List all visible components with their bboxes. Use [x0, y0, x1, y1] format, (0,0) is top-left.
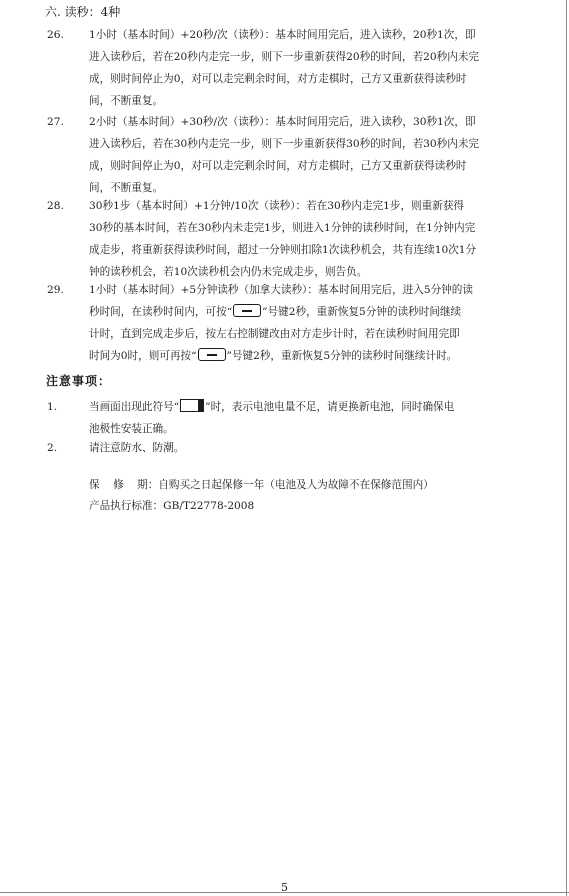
section-heading: 六. 读秒：4种: [45, 5, 121, 19]
page-number: 5: [281, 881, 288, 894]
standard-line: [89, 498, 254, 514]
low-battery-icon: [180, 399, 204, 412]
item-line: 间，不断重复。: [89, 95, 164, 107]
item-line: 1小时（基本时间）+5分钟读秒（加拿大读秒）：基本时间用完后，进入5分钟的读: [89, 284, 473, 296]
item-line: 计时，直到完成走步后，按左右控制键改由对方走步计时，若在读秒时间用完即: [89, 328, 460, 340]
item-line: 钟的读秒机会，若10次读秒机会内仍未完成走步，则告负。: [89, 266, 368, 278]
list-item-27: [47, 111, 527, 199]
item-line: 成，则时间停止为0，对可以走完剩余时间，对方走棋时，己方又重新获得读秒时: [89, 160, 467, 172]
item-number: 29.: [47, 284, 64, 296]
warranty-label: 保 修 期：: [89, 479, 159, 491]
page-frame-right: [566, 0, 567, 896]
item-number: 26.: [47, 29, 64, 41]
item-line: 秒时间，在读秒时间内，可按“ ”号键2秒，重新恢复5分钟的读秒时间继续: [89, 306, 462, 318]
list-item-28: [47, 195, 527, 283]
notes-title: 注意事项：: [46, 374, 112, 388]
item-number: 28.: [47, 200, 64, 212]
note-item-2: [47, 437, 527, 459]
item-line: 成走步，将重新获得读秒时间，超过一分钟则扣除1次读秒机会，共有连续10次1分: [89, 244, 477, 256]
warranty-text: 自购买之日起保修一年（电池及人为故障不在保修范围内）: [158, 479, 434, 491]
item-line: 请注意防水、防潮。: [89, 442, 185, 454]
standard-text: GB/T22778-2008: [163, 500, 255, 512]
item-line: 时间为0时，则可再按“ ”号键2秒，重新恢复5分钟的读秒时间继续计时。: [89, 350, 458, 362]
item-line: 进入读秒后，若在30秒内走完一步，则下一步重新获得30秒的时间，若30秒内未完: [89, 138, 480, 150]
standard-label: 产品执行标准：: [89, 500, 164, 512]
item-line: 2小时（基本时间）+30秒/次（读秒）：基本时间用完后，进入读秒，30秒1次，即: [89, 116, 476, 128]
note-item-1: [47, 396, 527, 440]
item-line: 当画面出现此符号“ ”时，表示电池电量不足，请更换新电池，同时确保电: [89, 401, 455, 413]
warranty-line: [89, 477, 434, 493]
item-line: 1小时（基本时间）+20秒/次（读秒）：基本时间用完后，进入读秒，20秒1次，即: [89, 29, 476, 41]
item-number: 27.: [47, 116, 64, 128]
minus-button-icon: [198, 348, 226, 361]
item-line: 30秒1步（基本时间）+1分钟/10次（读秒）：若在30秒内走完1步，则重新获得: [89, 200, 465, 212]
item-line: 进入读秒后，若在20秒内走完一步，则下一步重新获得20秒的时间，若20秒内未完: [89, 51, 480, 63]
minus-button-icon: [233, 304, 261, 317]
item-line: 池极性安装正确。: [89, 423, 174, 435]
item-line: 成，则时间停止为0，对可以走完剩余时间，对方走棋时，己方又重新获得读秒时: [89, 73, 467, 85]
list-item-29: [47, 279, 527, 367]
item-line: 间，不断重复。: [89, 182, 164, 194]
item-number: 1.: [47, 401, 58, 413]
item-line: 30秒的基本时间，若在30秒内未走完1步，则进入1分钟的读秒时间，在1分钟内完: [89, 222, 476, 234]
list-item-26: [47, 24, 527, 112]
item-number: 2.: [47, 442, 58, 454]
